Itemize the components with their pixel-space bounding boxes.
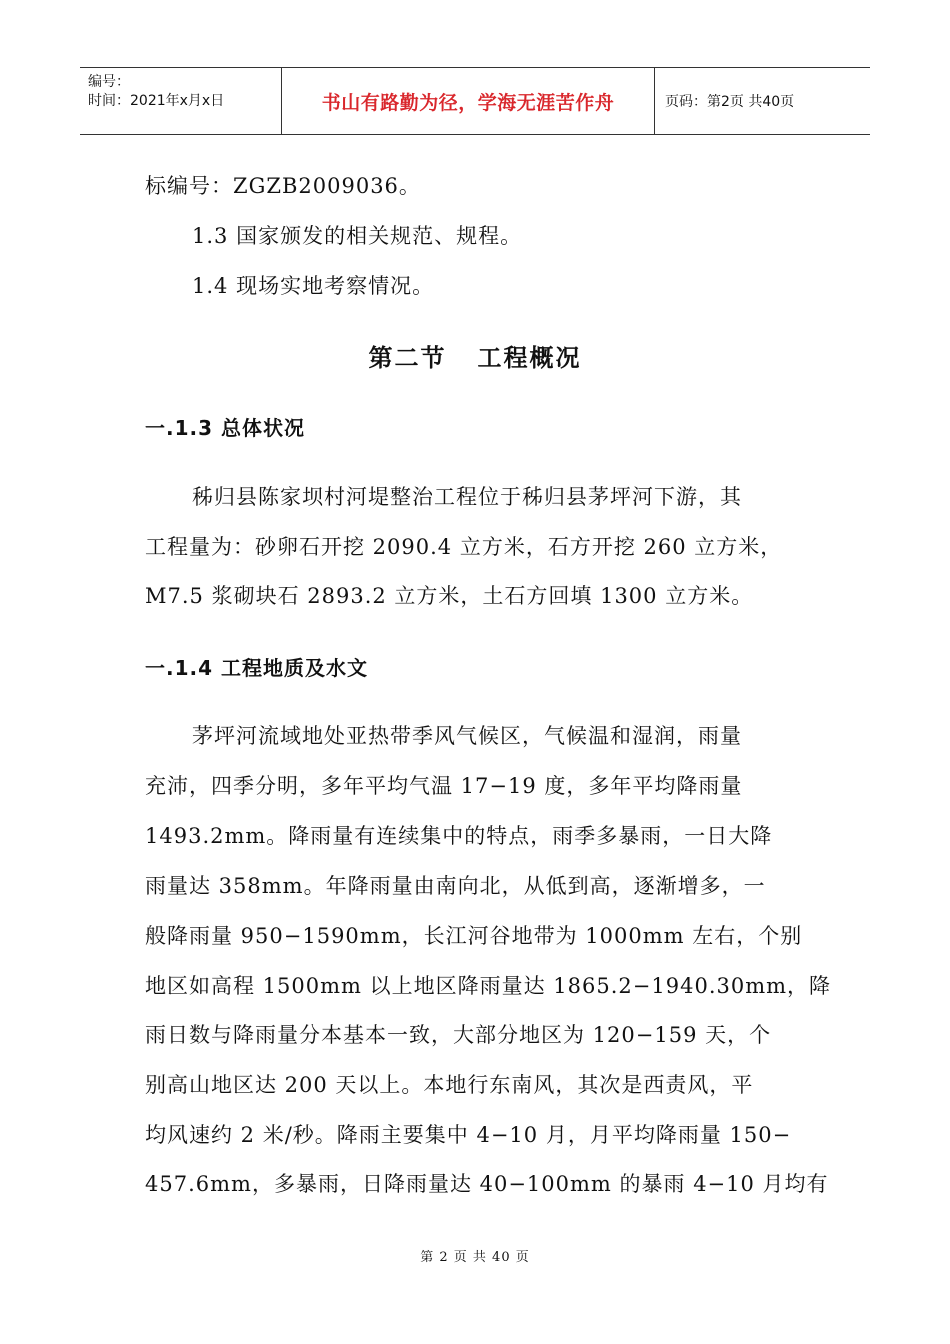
- paragraph-line: 别高山地区达 200 天以上。本地行东南风，其次是西责风，平: [145, 1073, 754, 1097]
- paragraph-line: 般降雨量 950−1590mm，长江河谷地带为 1000mm 左右，个别: [145, 924, 803, 948]
- section-title: 第二节 工程概况: [368, 344, 582, 372]
- paragraph-line: 茅坪河流域地处亚热带季风气候区，气候温和湿润，雨量: [192, 724, 742, 748]
- paragraph-line: 1493.2mm。降雨量有连续集中的特点，雨季多暴雨，一日大降: [145, 824, 773, 848]
- paragraph-line: 雨日数与降雨量分本基本一致，大部分地区为 120−159 天，个: [145, 1023, 772, 1047]
- header-meta: [80, 68, 282, 134]
- header-motto: 书山有路勤为径，学海无涯苦作舟: [282, 68, 655, 134]
- paragraph-line: 均风速约 2 米/秒。降雨主要集中 4−10 月，月平均降雨量 150−: [145, 1123, 792, 1147]
- header-number-label: 编号：: [88, 74, 130, 90]
- paragraph-line: 秭归县陈家坝村河堤整治工程位于秭归县茅坪河下游，其: [192, 485, 742, 509]
- page-footer: 第 2 页 共 40 页: [420, 1250, 530, 1265]
- paragraph-line: 地区如高程 1500mm 以上地区降雨量达 1865.2−1940.30mm，降: [145, 974, 832, 998]
- paragraph-line: M7.5 浆砌块石 2893.2 立方米，土石方回填 1300 立方米。: [145, 584, 754, 608]
- header-time-label: 时间：2021年x月x日: [88, 93, 225, 109]
- header-page-label: 页码：第2页 共40页: [665, 94, 795, 110]
- intro-line: 标编号：ZGZB2009036。: [145, 174, 421, 198]
- subsection-heading: 一.1.4 工程地质及水文: [145, 656, 368, 680]
- subsection-heading: 一.1.3 总体状况: [145, 416, 305, 440]
- intro-line: 1.4 现场实地考察情况。: [192, 274, 435, 298]
- paragraph-line: 充沛，四季分明，多年平均气温 17−19 度，多年平均降雨量: [145, 774, 743, 798]
- paragraph-line: 雨量达 358mm。年降雨量由南向北，从低到高，逐渐增多，一: [145, 874, 766, 898]
- paragraph-line: 457.6mm，多暴雨，日降雨量达 40−100mm 的暴雨 4−10 月均有: [145, 1172, 829, 1196]
- intro-line: 1.3 国家颁发的相关规范、规程。: [192, 224, 523, 248]
- page-header: [80, 67, 870, 135]
- paragraph-line: 工程量为：砂卵石开挖 2090.4 立方米，石方开挖 260 立方米，: [145, 535, 783, 559]
